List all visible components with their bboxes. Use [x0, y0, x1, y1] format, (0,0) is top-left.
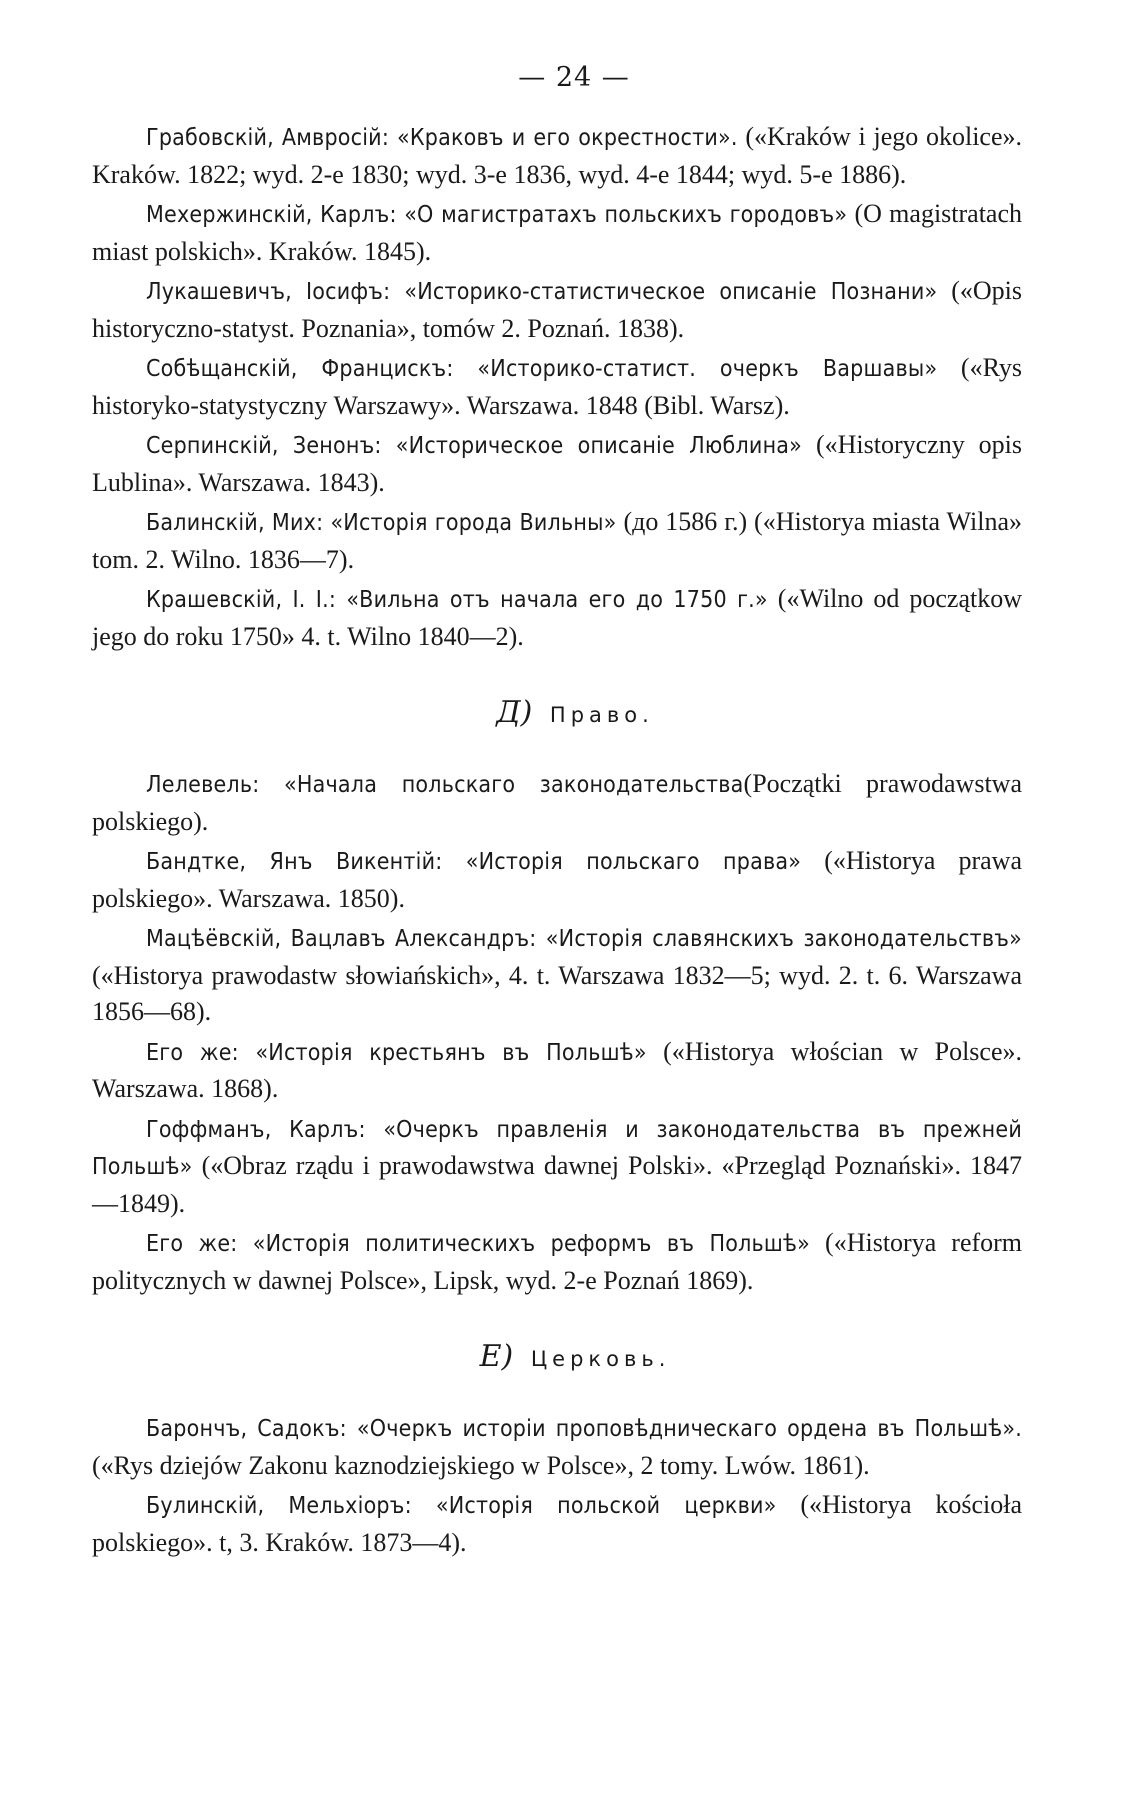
bibliography-group-a — [92, 119, 1022, 655]
entry-author-title: Бандтке, Янъ Викентій: «Исторія польскаго права» — [146, 849, 802, 875]
bibliography-entry — [92, 350, 1022, 424]
entry-details: («Rys historyko-statystyczny Warszawy». Warszawa. 1848 (Bibl. Warsz). — [92, 353, 1022, 420]
bibliography-entry — [92, 1410, 1022, 1484]
entry-author-title: Собѣщанскій, Францискъ: «Историко-статист. очеркъ Варшавы» — [146, 356, 938, 382]
entry-details: («Historya reform politycznych w dawnej Polsce», Lipsk, wyd. 2-e Poznań 1869). — [92, 1228, 1023, 1295]
bibliography-group-church — [92, 1410, 1022, 1561]
bibliography-entry — [92, 504, 1022, 578]
bibliography-entry — [92, 581, 1022, 655]
section-letter: E) — [479, 1339, 514, 1374]
entry-author-title: Серпинскій, Зенонъ: «Историческое описаніе Люблина» — [146, 433, 803, 459]
entry-author-title: Гоффманъ, Карлъ: «Очеркъ правленія и законодательства въ прежней Польшѣ» — [92, 1116, 1022, 1180]
page-number: — 24 — — [518, 62, 630, 93]
entry-details: (до 1586 г.) («Historya miasta Wilna» tom. 2. Wilno. 1836—7). — [92, 507, 1022, 574]
entry-author-title: Мехержинскій, Карлъ: «О магистратахъ польскихъ городовъ» — [146, 202, 848, 228]
bibliography-entry — [92, 427, 1022, 501]
entry-details: («Rys dziejów Zakonu kaznodziejskiego w Polsce», 2 tomy. Lwów. 1861). — [92, 1450, 870, 1480]
bibliography-entry — [92, 1487, 1022, 1561]
entry-details: («Historya kościoła polskiego». t, 3. Kraków. 1873—4). — [92, 1490, 1023, 1557]
entry-author-title: Барончъ, Садокъ: «Очеркъ исторіи проповѣдническаго ордена въ Польшѣ». — [146, 1416, 1022, 1442]
bibliography-entry — [92, 766, 1022, 840]
entry-author-title: Мацѣёвскій, Вацлавъ Александръ: «Исторія славянскихъ законодательствъ» — [146, 926, 1022, 952]
entry-author-title: Балинскій, Мих: «Исторія города Вильны» — [146, 510, 617, 536]
entry-details: («Historya włościan w Polsce». Warszawa. 1868). — [92, 1036, 1023, 1103]
entry-details: («Historyczny opis Lublina». Warszawa. 1843). — [92, 430, 1022, 497]
bibliography-group-law — [92, 766, 1022, 1299]
entry-author-title: Крашевскій, I. I.: «Вильна отъ начала его до 1750 г.» — [146, 587, 768, 613]
section-heading-church — [92, 1339, 1022, 1374]
entry-author-title: Его же: «Исторія политическихъ реформъ въ Польшѣ» — [146, 1231, 810, 1257]
entry-author-title: Лукашевичъ, Іосифъ: «Историко-статистическое описаніе Познани» — [146, 279, 938, 305]
bibliography-entry — [92, 273, 1022, 347]
section-letter: Д) — [496, 695, 533, 730]
entry-details: (O magistratach miast polskich». Kraków. 1845). — [92, 199, 1023, 266]
bibliography-entry — [92, 843, 1022, 917]
section-heading-law — [92, 695, 1022, 730]
bibliography-entry — [92, 1225, 1022, 1299]
entry-details: («Historya prawodastw słowiańskich», 4. t. Warszawa 1832—5; wyd. 2. t. 6. Warszawa 1856—68). — [92, 960, 1022, 1026]
bibliography-entry — [92, 920, 1022, 1031]
entry-author-title: Булинскій, Мельхіоръ: «Исторія польской церкви» — [146, 1493, 777, 1519]
bibliography-entry — [92, 119, 1022, 193]
entry-details: («Kraków i jego okolice». Kraków. 1822; wyd. 2-e 1830; wyd. 3-e 1836, wyd. 4-e 1844; wyd. 5-e 1886). — [92, 122, 1022, 189]
entry-details: («Historya prawa polskiego». Warszawa. 1850). — [92, 846, 1022, 913]
entry-author-title: Его же: «Исторія крестьянъ въ Польшѣ» — [146, 1039, 647, 1066]
section-title: Право. — [549, 703, 654, 727]
document-page — [92, 62, 1022, 1564]
entry-author-title: Грабовскій, Амвросій: «Краковъ и его окрестности». — [146, 125, 738, 151]
entry-details: (Początki prawodawstwa polskiego). — [92, 769, 1022, 836]
entry-author-title: Лелевель: «Начала польскаго законодательства — [146, 772, 744, 798]
bibliography-entry — [92, 1111, 1022, 1223]
entry-details: («Obraz rządu i prawodawstwa dawnej Polski». «Przegląd Poznański». 1847—1849). — [92, 1151, 1022, 1218]
bibliography-entry — [92, 196, 1022, 270]
entry-details: («Opis historyczno-statyst. Poznania», tomów 2. Poznań. 1838). — [92, 276, 1022, 343]
bibliography-entry — [92, 1034, 1022, 1108]
entry-details: («Wilno od początkow jego do roku 1750» 4. t. Wilno 1840—2). — [92, 584, 1022, 651]
section-title: Церковь. — [530, 1347, 671, 1371]
